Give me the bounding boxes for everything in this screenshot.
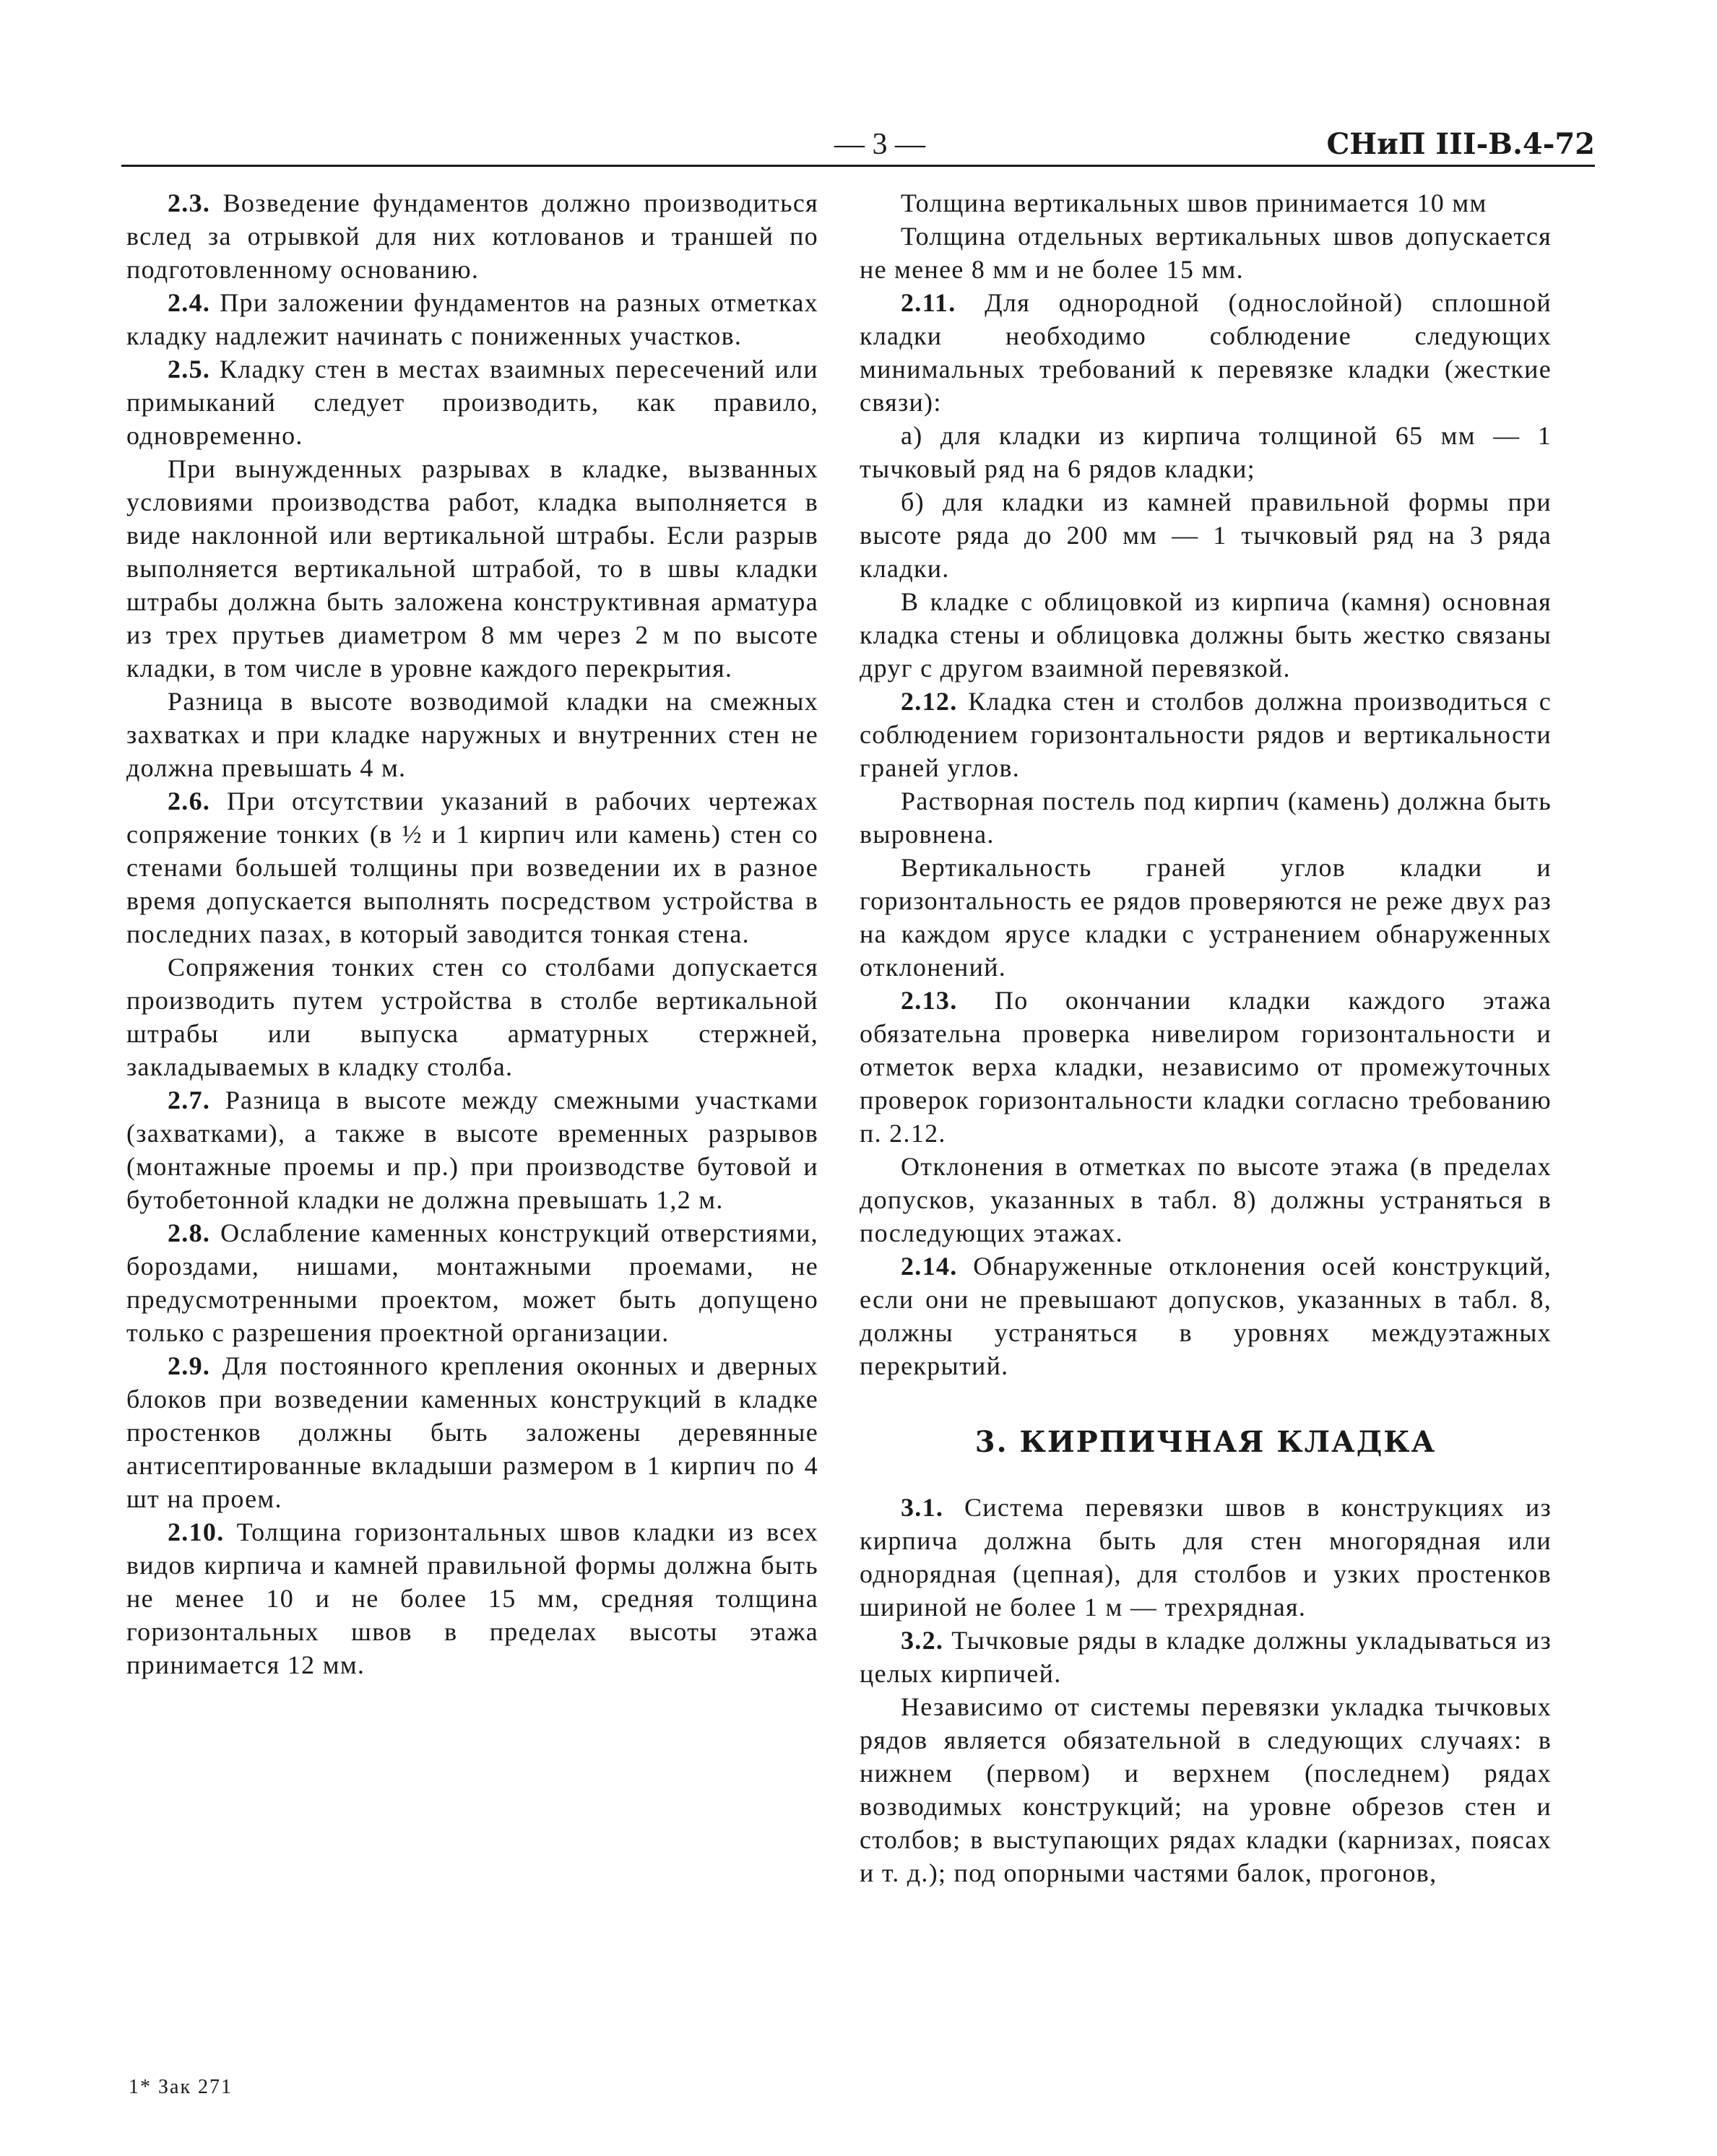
- clause-text: Разница в высоте между смежными участками (захватками), а также в высоте временных разрывов (монтажные проемы и пр.) при производстве бутовой и бутобетонной кладки не должна превышать 1,2 м.: [126, 1086, 818, 1214]
- clause-number: 3.1.: [901, 1493, 944, 1522]
- clause-text: Толщина горизонтальных швов кладки из всех видов кирпича и камней правильной формы должна быть не менее 10 и не более 15 мм, средняя толщина горизонтальных швов в пределах высоты этажа принимается 12 мм.: [126, 1518, 818, 1679]
- clause-2-6: [126, 784, 818, 951]
- clause-text: Для однородной (однослойной) сплошной кладки необходимо соблюдение следующих минимальных требований к перевязке кладки (жесткие связи):: [860, 288, 1552, 417]
- list-item-b: б) для кладки из камней правильной формы при высоте ряда до 200 мм — 1 тычковый ряд на 3 ряда кладки.: [860, 488, 1552, 583]
- clause-2-7: [126, 1083, 818, 1216]
- clause-2-5: [126, 352, 818, 452]
- list-item-a: а) для кладки из кирпича толщиной 65 мм — 1 тычковый ряд на 6 рядов кладки;: [860, 421, 1552, 483]
- clause-2-4: [126, 286, 818, 352]
- clause-2-3: [126, 186, 818, 286]
- clause-text: Кладку стен в местах взаимных пересечений или примыканий следует производить, как правило, одновременно.: [126, 355, 818, 450]
- clause-number: 2.13.: [901, 986, 958, 1015]
- clause-number: 2.12.: [901, 687, 958, 716]
- header-rule: [121, 165, 1595, 167]
- clause-number: 2.3.: [168, 189, 211, 217]
- section-title: 3. КИРПИЧНАЯ КЛАДКА: [974, 1425, 1437, 1459]
- paragraph: Толщина отдельных вертикальных швов допускается не менее 8 мм и не более 15 мм.: [860, 222, 1552, 284]
- clause-2-8: [126, 1216, 818, 1349]
- paragraph: Независимо от системы перевязки укладка тычковых рядов является обязательной в следующих случаях: в нижнем (первом) и верхнем (последнем) рядах возводимых конструкций; на уровне обрезов стен и столбов; в выступающих рядах кладки (карнизах, поясах и т. д.); под опорными частями балок, прогонов,: [860, 1692, 1552, 1887]
- clause-text: По окончании кладки каждого этажа обязательна проверка нивелиром горизонтальности и отметок верха кладки, независимо от промежуточных проверок горизонтальности кладки согласно требованию п. 2.12.: [860, 986, 1552, 1148]
- clause-text: Кладка стен и столбов должна производиться с соблюдением горизонтальности рядов и вертикальности граней углов.: [860, 687, 1552, 782]
- clause-text: Тычковые ряды в кладке должны укладываться из целых кирпичей.: [860, 1626, 1552, 1688]
- clause-number: 2.10.: [168, 1518, 225, 1546]
- clause-text: При заложении фундаментов на разных отметках кладку надлежит начинать с пониженных участков.: [126, 288, 818, 350]
- paragraph: Растворная постель под кирпич (камень) должна быть выровнена.: [860, 787, 1552, 849]
- clause-2-11: [860, 286, 1552, 419]
- clause-number: 2.6.: [168, 787, 211, 815]
- clause-number: 2.5.: [168, 355, 211, 384]
- clause-text: Система перевязки швов в конструкциях из кирпича должна быть для стен многорядная или однорядная (цепная), для столбов и узких простенков шириной не более 1 м — трехрядная.: [860, 1493, 1552, 1622]
- clause-3-2: [860, 1624, 1552, 1690]
- right-column: [860, 186, 1552, 1889]
- clause-text: Ослабление каменных конструкций отверстиями, бороздами, нишами, монтажными проемами, не предусмотренными проектом, может быть допущено только с разрешения проектной организации.: [126, 1218, 818, 1347]
- clause-number: 2.9.: [168, 1351, 211, 1380]
- paragraph: Вертикальность граней углов кладки и горизонтальность ее рядов проверяются не реже двух раз на каждом ярусе кладки с устранением обнаруженных отклонений.: [860, 853, 1552, 982]
- clause-number: 3.2.: [901, 1626, 944, 1655]
- page-header: [121, 123, 1595, 166]
- clause-number: 2.8.: [168, 1218, 211, 1247]
- left-column: [126, 186, 818, 1681]
- paragraph: В кладке с облицовкой из кирпича (камня) основная кладка стены и облицовка должны быть жестко связаны друг с другом взаимной перевязкой.: [860, 587, 1552, 683]
- clause-2-10: [126, 1515, 818, 1681]
- clause-3-1: [860, 1491, 1552, 1624]
- clause-2-13: [860, 984, 1552, 1150]
- paragraph: Разница в высоте возводимой кладки на смежных захватках и при кладке наружных и внутренних стен не должна превышать 4 м.: [126, 687, 818, 782]
- clause-number: 2.4.: [168, 288, 211, 317]
- page-number: — 3 —: [834, 128, 925, 161]
- paragraph: Отклонения в отметках по высоте этажа (в пределах допусков, указанных в табл. 8) должны устраняться в последующих этажах.: [860, 1152, 1552, 1247]
- clause-text: Возведение фундаментов должно производиться вслед за отрывкой для них котлованов и траншей по подготовленному основанию.: [126, 189, 818, 284]
- clause-text: При отсутствии указаний в рабочих чертежах сопряжение тонких (в ½ и 1 кирпич или камень) стен со стенами большей толщины при возведении их в разное время допускается выполнять посредством устройства в последних пазах, в который заводится тонкая стена.: [126, 787, 818, 948]
- clause-2-14: [860, 1250, 1552, 1382]
- clause-number: 2.7.: [168, 1086, 211, 1114]
- clause-2-9: [126, 1349, 818, 1515]
- clause-number: 2.11.: [901, 288, 956, 317]
- print-footnote: 1* Зак 271: [129, 2076, 233, 2098]
- paragraph: Толщина вертикальных швов принимается 10 мм: [901, 189, 1487, 217]
- clause-number: 2.14.: [901, 1252, 958, 1281]
- paragraph: Сопряжения тонких стен со столбами допускается производить путем устройства в столбе вертикальной штрабы или выпуска арматурных стержней, закладываемых в кладку столба.: [126, 953, 818, 1081]
- clause-text: Для постоянного крепления оконных и дверных блоков при возведении каменных конструкций в кладке простенков должны быть заложены деревянные антисептированные вкладыши размером в 1 кирпич по 4 шт на проем.: [126, 1351, 818, 1513]
- paragraph: При вынужденных разрывах в кладке, вызванных условиями производства работ, кладка выполняется в виде наклонной или вертикальной штрабы. Если разрыв выполняется вертикальной штрабой, то в швы кладки штрабы должна быть заложена конструктивная арматура из трех прутьев диаметром 8 мм через 2 м по высоте кладки, в том числе в уровне каждого перекрытия.: [126, 454, 818, 683]
- clause-text: Обнаруженные отклонения осей конструкций, если они не превышают допусков, указанных в табл. 8, должны устраняться в уровнях междуэтажных перекрытий.: [860, 1252, 1552, 1380]
- clause-2-12: [860, 685, 1552, 784]
- document-code: СНиП III-В.4-72: [1326, 127, 1595, 161]
